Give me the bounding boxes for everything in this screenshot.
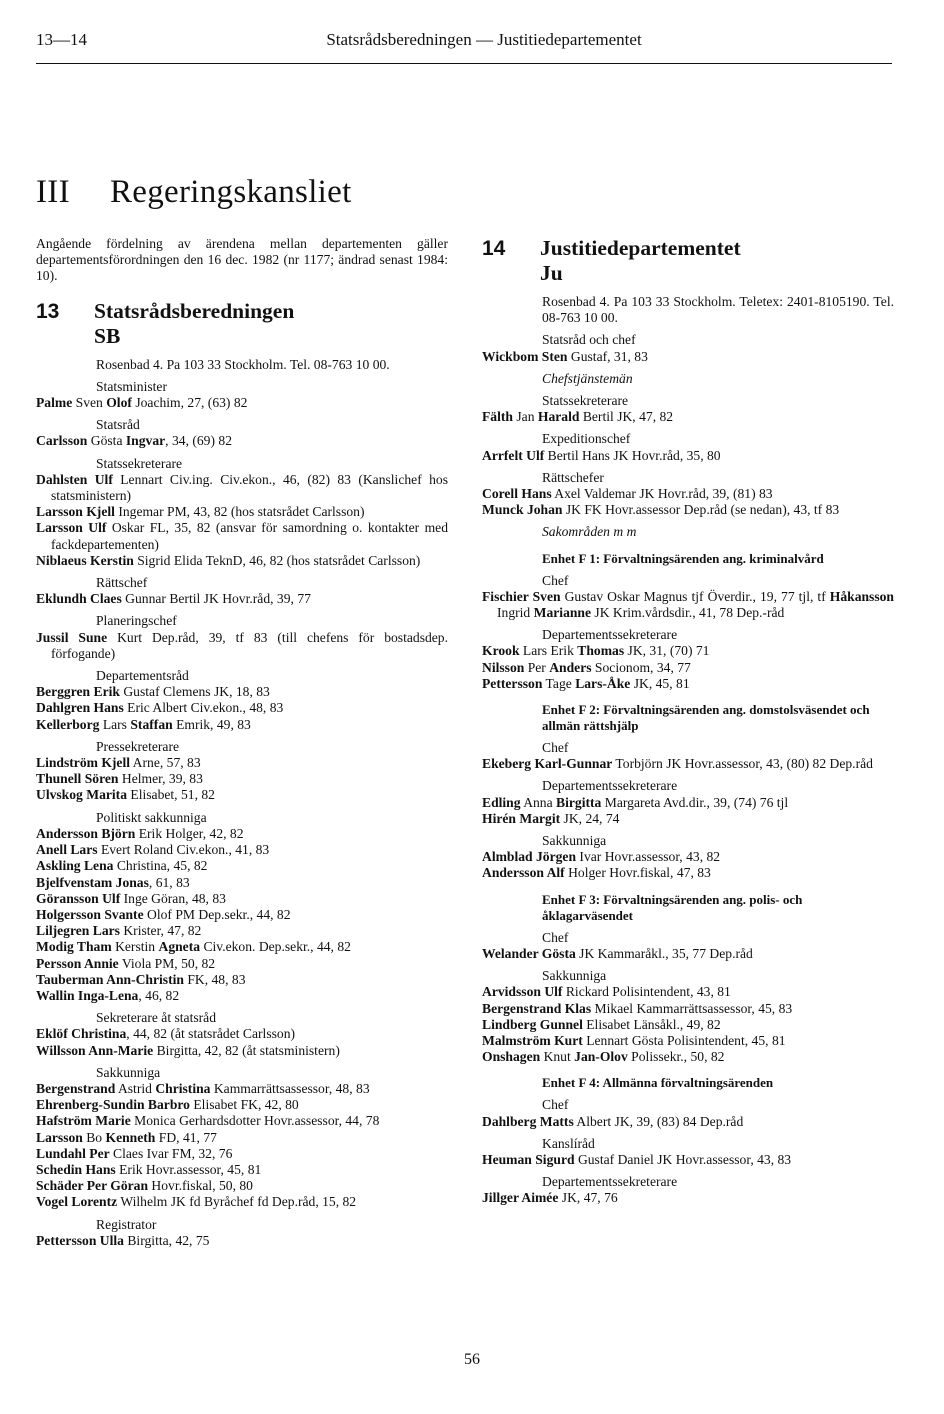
unit-heading: Enhet F 2: Förvaltningsärenden ang. domstolsväsendet och allmän rättshjälp (542, 702, 870, 734)
person-name: Berggren Erik (36, 684, 120, 700)
department-abbreviation: SB (94, 323, 121, 348)
person-details: , 61, 83 (148, 874, 190, 890)
person-name: Lindberg Gunnel (482, 1016, 583, 1032)
person-entry (36, 755, 448, 771)
person-details: Bo (82, 1129, 106, 1145)
role-title: Chefstjänstemän (542, 370, 633, 386)
person-details: Gustaf Clemens JK, 18, 83 (119, 684, 270, 700)
person-name: Dahlsten Ulf (36, 471, 113, 487)
person-entry (482, 1114, 894, 1130)
person-entry (482, 795, 894, 811)
person-details: Socionom, 34, 77 (591, 659, 691, 675)
header-rule (36, 63, 892, 64)
person-details: Erik Holger, 42, 82 (135, 825, 244, 841)
chapter-heading (36, 174, 352, 211)
person-name: Kellerborg (36, 716, 100, 732)
person-name: Persson Annie (36, 955, 119, 971)
running-header (36, 30, 892, 52)
unit-list (482, 551, 894, 1207)
person-name: Munck Johan (482, 502, 563, 518)
person-name: Eklundh Claes (36, 591, 122, 607)
person-entry (36, 1178, 448, 1194)
person-details: Lennart Civ.ing. Civ.ekon., 46, (82) 83 (Kanslichef hos statsministern) (51, 471, 448, 504)
person-details: Ingemar PM, 43, 82 (hos statsrådet Carlsson) (114, 504, 365, 520)
person-name: Thomas (577, 643, 625, 659)
person-name: Onshagen (482, 1049, 541, 1065)
person-name: Staffan (130, 716, 173, 732)
unit-heading: Enhet F 1: Förvaltningsärenden ang. kriminalvård (542, 550, 824, 566)
person-name: Krook (482, 643, 520, 659)
person-name: Pettersson (482, 675, 543, 691)
person-details: Arne, 57, 83 (130, 755, 201, 771)
person-details: Sigrid Elida TeknD, 46, 82 (hos statsrådet Carlsson) (133, 552, 421, 568)
person-entry (36, 717, 448, 733)
role-title: Departementssekreterare (542, 627, 678, 643)
person-name: Liljegren Lars (36, 923, 120, 939)
role-title: Chef (542, 1097, 569, 1113)
person-entry (36, 1130, 448, 1146)
person-name: Larsson Kjell (36, 504, 115, 520)
person-entry (36, 1097, 448, 1113)
person-details: Ivar Hovr.assessor, 43, 82 (576, 849, 721, 865)
person-name: Hirén Margit (482, 810, 561, 826)
unit-heading: Enhet F 4: Allmänna förvaltningsärenden (542, 1075, 774, 1091)
person-details: JK FK Hovr.assessor Dep.råd (se nedan), 43, tf 83 (562, 502, 840, 518)
person-details: Elisabet Länsåkl., 49, 82 (582, 1016, 721, 1032)
person-details: Christina, 45, 82 (113, 858, 208, 874)
person-name: Tauberman Ann-Christin (36, 971, 184, 987)
person-details: Viola PM, 50, 82 (118, 955, 216, 971)
person-details: Elisabet FK, 42, 80 (189, 1097, 299, 1113)
role-title: Statssekreterare (96, 455, 183, 471)
person-name: Lindström Kjell (36, 755, 131, 771)
person-details: Elisabet, 51, 82 (127, 787, 215, 803)
left-staff-list (36, 379, 448, 1249)
person-entry (482, 811, 894, 827)
left-column (36, 236, 448, 1249)
person-entry (36, 956, 448, 972)
person-name: Harald (537, 409, 580, 425)
person-entry (36, 1081, 448, 1097)
person-details: , 44, 82 (åt statsrådet Carlsson) (126, 1026, 296, 1042)
person-name: Wickbom Sten (482, 348, 568, 364)
chapter-title: Regeringskansliet (110, 174, 352, 210)
person-entry (36, 553, 448, 569)
person-name: Marianne (533, 605, 592, 621)
person-name: Andersson Alf (482, 865, 565, 881)
person-details: Axel Valdemar JK Hovr.råd, 39, (81) 83 (551, 486, 773, 502)
person-details: Gustaf Daniel JK Hovr.assessor, 43, 83 (574, 1151, 792, 1167)
person-name: Bjelfvenstam Jonas (36, 874, 149, 890)
person-entry (36, 1113, 448, 1129)
person-entry (36, 787, 448, 803)
person-name: Vogel Lorentz (36, 1194, 118, 1210)
person-details: FD, 41, 77 (155, 1129, 217, 1145)
role-title: Expeditionschef (542, 431, 631, 447)
person-details: Eric Albert Civ.ekon., 48, 83 (123, 700, 284, 716)
department-number: 13 (36, 299, 60, 323)
person-details: Erik Hovr.assessor, 45, 81 (115, 1161, 262, 1177)
person-entry (482, 946, 894, 962)
person-entry (36, 1043, 448, 1059)
person-entry (36, 684, 448, 700)
person-entry (36, 520, 448, 552)
person-details: Polissekr., 50, 82 (627, 1049, 725, 1065)
person-details: Gustaf, 31, 83 (567, 348, 648, 364)
role-title: Departementssekreterare (542, 778, 678, 794)
role-title: Statsminister (96, 378, 167, 394)
person-details: Gustav Oskar Magnus tjf Överdir., 19, 77 tjl, tf (560, 588, 830, 604)
role-title: Registrator (96, 1216, 157, 1232)
person-name: Nilsson (482, 659, 525, 675)
role-title: Sakområden m m (542, 524, 637, 540)
person-entry (482, 756, 894, 772)
person-name: Bergenstrand (36, 1080, 116, 1096)
person-name: Arrfelt Ulf (482, 447, 545, 463)
person-details: Sven (72, 395, 107, 411)
role-title: Chef (542, 929, 569, 945)
person-details: Holger Hovr.fiskal, 47, 83 (564, 865, 711, 881)
person-name: Askling Lena (36, 858, 114, 874)
person-name: Heuman Sigurd (482, 1151, 575, 1167)
person-name: Edling (482, 794, 521, 810)
person-details: , 34, (69) 82 (165, 433, 232, 449)
person-entry (482, 984, 894, 1000)
person-name: Olof (106, 395, 132, 411)
header-title: Statsrådsberedningen — Justitiedepartementet (326, 30, 642, 49)
person-entry (482, 502, 894, 518)
person-entry (482, 660, 894, 676)
person-entry (36, 875, 448, 891)
person-details: Rickard Polisintendent, 43, 81 (562, 984, 731, 1000)
person-name: Pettersson Ulla (36, 1232, 124, 1248)
person-details: JK, 47, 76 (558, 1190, 618, 1206)
person-details: JK Kammaråkl., 35, 77 Dep.råd (575, 945, 753, 961)
person-details: Birgitta, 42, 75 (123, 1232, 210, 1248)
person-name: Larsson Ulf (36, 520, 107, 536)
person-entry (482, 849, 894, 865)
role-title: Chef (542, 572, 569, 588)
person-entry (482, 643, 894, 659)
person-details: Kurt Dep.råd, 39, tf 83 (till chefens för bostadsdep. förfogande) (51, 629, 449, 661)
department-address: Rosenbad 4. Pa 103 33 Stockholm. Teletex: 2401-8105190. Tel. 08-763 10 00. (542, 294, 894, 326)
person-details: Civ.ekon. Dep.sekr., 44, 82 (200, 939, 351, 955)
person-entry (482, 676, 894, 692)
person-details: JK, 24, 74 (560, 810, 620, 826)
department-heading (36, 299, 448, 349)
person-name: Andersson Björn (36, 825, 136, 841)
person-details: Lennart Gösta Polisintendent, 45, 81 (582, 1032, 786, 1048)
person-name: Anders (549, 659, 592, 675)
right-staff-list (482, 332, 894, 540)
department-abbreviation: Ju (540, 261, 563, 285)
person-name: Dahlgren Hans (36, 700, 124, 716)
person-entry (36, 1194, 448, 1210)
person-name: Schedin Hans (36, 1161, 116, 1177)
person-details: Anna (520, 794, 557, 810)
person-entry (36, 504, 448, 520)
person-name: Larsson (36, 1129, 83, 1145)
person-name: Fischier Sven (482, 588, 561, 604)
role-title: Departementsråd (96, 668, 189, 684)
person-entry (482, 349, 894, 365)
person-entry (36, 842, 448, 858)
person-details: Evert Roland Civ.ekon., 41, 83 (97, 842, 270, 858)
unit-heading: Enhet F 3: Förvaltningsärenden ang. polis- och åklagarväsendet (542, 891, 803, 923)
person-entry (36, 907, 448, 923)
role-title: Departementssekreterare (542, 1174, 678, 1190)
person-name: Modig Tham (36, 939, 112, 955)
right-column (482, 236, 894, 1207)
person-entry (36, 923, 448, 939)
person-name: Jussil Sune (36, 629, 108, 645)
person-entry (482, 1001, 894, 1017)
chapter-number: III (36, 174, 70, 210)
person-details: Wilhelm JK fd Byråchef fd Dep.råd, 15, 82 (117, 1194, 357, 1210)
person-name: Welander Gösta (482, 945, 576, 961)
person-details: Mikael Kammarrättsassessor, 45, 83 (591, 1000, 793, 1016)
department-name: Statsrådsberedningen (94, 298, 295, 323)
person-details: Birgitta, 42, 82 (åt statsministern) (153, 1042, 340, 1058)
person-entry (36, 472, 448, 504)
intro-paragraph: Angående fördelning av ärendena mellan departementen gäller departementsförordningen den 16 dec. 1982 (nr 1177; ändrad senast 1984: 10). (36, 236, 448, 284)
person-name: Corell Hans (482, 486, 552, 502)
person-details: Claes Ivar FM, 32, 76 (109, 1145, 233, 1161)
person-details: Bertil JK, 47, 82 (579, 409, 674, 425)
person-name: Jillger Aimée (482, 1190, 559, 1206)
person-name: Arvidsson Ulf (482, 984, 563, 1000)
person-details: JK, 45, 81 (630, 675, 690, 691)
person-entry (36, 939, 448, 955)
role-title: Sakkunniga (96, 1064, 161, 1080)
person-details: Ingrid (497, 605, 534, 621)
person-details: FK, 48, 83 (183, 971, 246, 987)
person-name: Palme (36, 395, 73, 411)
page-number: 56 (464, 1351, 480, 1368)
person-details: Knut (540, 1049, 575, 1065)
person-name: Ingvar (125, 433, 166, 449)
person-entry (36, 771, 448, 787)
person-entry (36, 858, 448, 874)
role-title: Sakkunniga (542, 968, 607, 984)
person-details: Monica Gerhardsdotter Hovr.assessor, 44, 78 (130, 1113, 380, 1129)
person-details: Lars Erik (519, 643, 578, 659)
person-entry (482, 1190, 894, 1206)
person-entry (482, 409, 894, 425)
person-details: Albert JK, 39, (83) 84 Dep.råd (573, 1113, 744, 1129)
department-number: 14 (482, 237, 506, 260)
person-entry (482, 1049, 894, 1065)
person-details: Krister, 47, 82 (119, 923, 202, 939)
person-entry (482, 865, 894, 881)
department-name: Justitiedepartementet (540, 236, 741, 260)
person-details: Per (524, 659, 550, 675)
person-details: Tage (542, 675, 576, 691)
role-title: Politiskt sakkunniga (96, 809, 207, 825)
person-name: Dahlberg Matts (482, 1113, 574, 1129)
role-title: Pressekreterare (96, 738, 180, 754)
person-name: Lundahl Per (36, 1145, 110, 1161)
person-details: Bertil Hans JK Hovr.råd, 35, 80 (544, 447, 721, 463)
person-details: JK, 31, (70) 71 (624, 643, 710, 659)
person-name: Malmström Kurt (482, 1032, 583, 1048)
person-details: Joachim, 27, (63) 82 (131, 395, 248, 411)
person-entry (36, 972, 448, 988)
person-details: Lars (99, 716, 131, 732)
role-title: Rättschefer (542, 469, 604, 485)
person-details: Kammarrättsassessor, 48, 83 (210, 1080, 370, 1096)
person-name: Eklöf Christina (36, 1026, 127, 1042)
person-entry (36, 591, 448, 607)
person-entry (482, 1017, 894, 1033)
person-entry (482, 448, 894, 464)
person-entry (36, 700, 448, 716)
person-entry (482, 486, 894, 502)
person-details: Olof PM Dep.sekr., 44, 82 (143, 906, 291, 922)
person-entry (36, 395, 448, 411)
person-name: Fälth (482, 409, 513, 425)
person-entry (36, 826, 448, 842)
person-details: Gösta (87, 433, 126, 449)
person-name: Kenneth (105, 1129, 156, 1145)
person-name: Christina (155, 1080, 211, 1096)
person-entry (36, 988, 448, 1004)
person-entry (36, 433, 448, 449)
person-entry (36, 1026, 448, 1042)
person-name: Thunell Sören (36, 771, 119, 787)
person-entry (36, 891, 448, 907)
person-entry (36, 630, 448, 662)
person-name: Göransson Ulf (36, 890, 121, 906)
department-address: Rosenbad 4. Pa 103 33 Stockholm. Tel. 08-763 10 00. (96, 356, 390, 372)
person-details: Torbjörn JK Hovr.assessor, 43, (80) 82 Dep.råd (612, 756, 873, 772)
person-name: Holgersson Svante (36, 906, 144, 922)
person-name: Agneta (158, 939, 201, 955)
person-details: , 46, 82 (138, 987, 180, 1003)
person-details: Hovr.fiskal, 50, 80 (148, 1178, 253, 1194)
person-entry (482, 589, 894, 621)
role-title: Statsråd (96, 417, 140, 433)
person-entry (36, 1233, 448, 1249)
person-entry (482, 1152, 894, 1168)
page-range: 13—14 (36, 30, 87, 49)
person-details: JK Krim.vårdsdir., 41, 78 Dep.-råd (591, 605, 785, 621)
person-name: Willsson Ann-Marie (36, 1042, 154, 1058)
person-details: Helmer, 39, 83 (118, 771, 203, 787)
person-name: Schäder Per Göran (36, 1178, 149, 1194)
person-name: Ekeberg Karl-Gunnar (482, 756, 613, 772)
person-details: Gunnar Bertil JK Hovr.råd, 39, 77 (121, 591, 311, 607)
person-name: Niblaeus Kerstin (36, 552, 134, 568)
person-details: Oskar FL, 35, 82 (ansvar för samordning o. kontakter med fackdepartementen) (51, 520, 448, 552)
person-name: Ulvskog Marita (36, 787, 127, 803)
person-details: Emrik, 49, 83 (172, 716, 251, 732)
person-name: Ehrenberg-Sundin Barbro (36, 1097, 190, 1113)
person-details: Inge Göran, 48, 83 (120, 890, 226, 906)
person-name: Lars-Åke (575, 675, 631, 691)
role-title: Sakkunniga (542, 833, 607, 849)
person-entry (36, 1146, 448, 1162)
role-title: Kanslíråd (542, 1135, 595, 1151)
person-name: Almblad Jörgen (482, 849, 577, 865)
person-details: Astrid (115, 1080, 156, 1096)
role-title: Statsråd och chef (542, 332, 636, 348)
role-title: Planeringschef (96, 613, 177, 629)
person-name: Anell Lars (36, 842, 98, 858)
department-heading (482, 236, 894, 286)
role-title: Chef (542, 740, 569, 756)
role-title: Sekreterare åt statsråd (96, 1010, 217, 1026)
person-name: Håkansson (829, 588, 894, 604)
person-entry (36, 1162, 448, 1178)
person-name: Hafström Marie (36, 1113, 131, 1129)
person-name: Carlsson (36, 433, 88, 449)
person-name: Birgitta (556, 794, 602, 810)
person-details: Jan (512, 409, 538, 425)
person-name: Wallin Inga-Lena (36, 987, 139, 1003)
person-details: Margareta Avd.dir., 39, (74) 76 tjl (601, 794, 789, 810)
person-name: Jan-Olov (574, 1049, 628, 1065)
person-details: Kerstin (111, 939, 159, 955)
person-name: Bergenstrand Klas (482, 1000, 592, 1016)
role-title: Statssekreterare (542, 393, 629, 409)
person-entry (482, 1033, 894, 1049)
role-title: Rättschef (96, 575, 148, 591)
